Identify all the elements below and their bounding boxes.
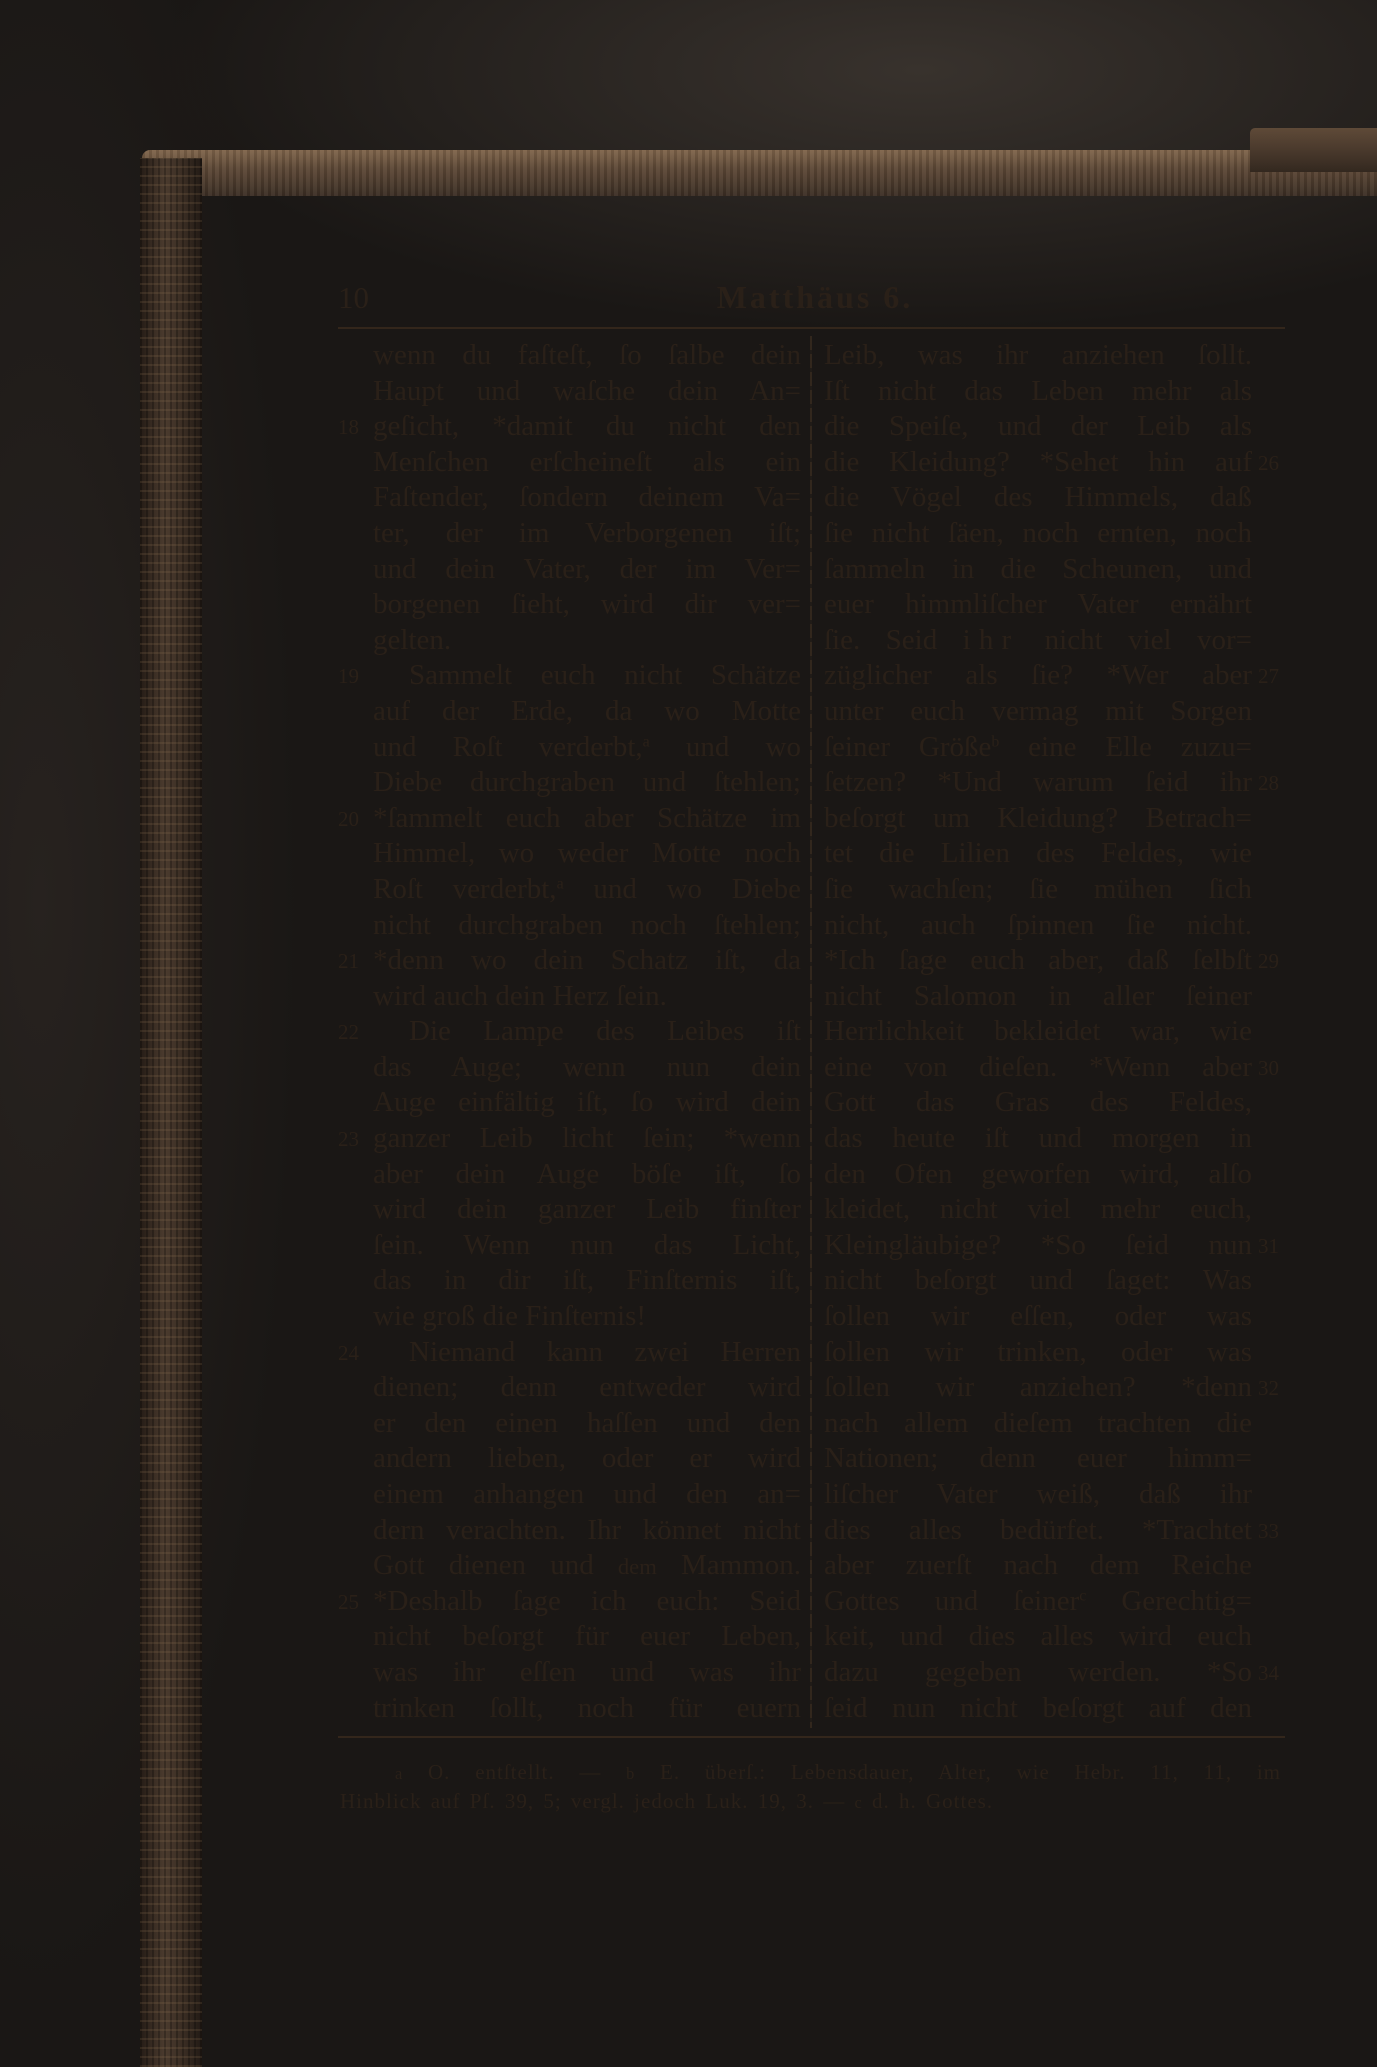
verse-text: auf der Erde, da wo Motte	[373, 694, 801, 727]
verse-text: nicht viel vor=	[1019, 623, 1253, 656]
verse-text: keit, und dies alles wird euch	[824, 1620, 1252, 1653]
text-line	[373, 374, 801, 410]
text-line	[824, 1228, 1279, 1264]
text-line	[373, 979, 801, 1015]
verse-text: nicht, auch ſpinnen ſie nicht.	[824, 908, 1252, 941]
verse-text: ſetzen? *Und warum ſeid ihr	[824, 766, 1252, 799]
verse-number: 20	[338, 806, 359, 831]
text-line	[338, 1584, 801, 1620]
text-line	[824, 516, 1252, 552]
verse-number: 34	[1258, 1660, 1279, 1685]
verse-text: aber dein Auge böſe iſt, ſo	[373, 1157, 801, 1190]
text-line	[373, 836, 801, 872]
verse-text: ganzer Leib licht ſein; *wenn	[373, 1122, 801, 1155]
page-number: 10	[338, 280, 369, 315]
verse-text: das Auge; wenn nun dein	[373, 1050, 801, 1083]
verse-text: Auge einfältig iſt, ſo wird dein	[373, 1086, 801, 1119]
text-line	[824, 1299, 1252, 1335]
text-line	[824, 1477, 1252, 1513]
verse-text: borgenen ſieht, wird dir ver=	[373, 588, 801, 621]
verse-text: Gottes und ſeiner	[824, 1584, 1080, 1617]
verse-text: Roſt verderbt,	[373, 872, 557, 905]
text-line	[824, 1619, 1252, 1655]
verse-text: dern verachten. Ihr könnet nicht	[373, 1513, 801, 1546]
text-line	[373, 1192, 801, 1228]
text-line	[373, 516, 801, 552]
header-rule	[338, 327, 1285, 329]
verse-text: und dein Vater, der im Ver=	[373, 552, 801, 585]
verse-text: Iſt nicht das Leben mehr als	[824, 374, 1252, 407]
text-line	[824, 1335, 1252, 1371]
text-line	[824, 694, 1252, 730]
verse-text: eine von dieſen. *Wenn aber	[824, 1050, 1252, 1083]
text-line	[338, 658, 801, 694]
verse-number: 25	[338, 1589, 359, 1614]
verse-text: Faſtender, ſondern deinem Va=	[373, 481, 801, 514]
verse-number: 26	[1258, 450, 1279, 475]
verse-text: und wo Diebe	[563, 872, 802, 905]
text-line	[373, 1050, 801, 1086]
verse-text: das in dir iſt, Finſternis iſt,	[373, 1264, 801, 1297]
text-line	[824, 1584, 1252, 1620]
verse-text: Menſchen erſcheineſt als ein	[373, 445, 801, 478]
footnote-marker: c	[854, 1793, 863, 1812]
text-line	[824, 1085, 1252, 1121]
text-line	[824, 552, 1252, 588]
text-line	[824, 1157, 1252, 1193]
text-line	[824, 1441, 1252, 1477]
left-column	[338, 338, 802, 1726]
footnote-reference: a	[642, 732, 650, 750]
text-line	[824, 409, 1252, 445]
text-line	[824, 979, 1252, 1015]
verse-text: dienen; denn entweder wird	[373, 1371, 801, 1404]
verse-number: 23	[338, 1127, 359, 1152]
text-line	[338, 409, 801, 445]
verse-text: Mammon.	[656, 1549, 802, 1582]
verse-text: den Ofen geworfen wird, alſo	[824, 1157, 1252, 1190]
verse-text: andern lieben, oder er wird	[373, 1442, 801, 1475]
verse-text: *ſammelt euch aber Schätze im	[373, 801, 801, 834]
verse-text: d. h. Gottes.	[862, 1789, 994, 1813]
verse-text: Gott das Gras des Feldes,	[824, 1086, 1252, 1119]
verse-text: Kleingläubige? *So ſeid nun	[824, 1228, 1252, 1261]
text-line	[338, 1121, 801, 1157]
text-line	[338, 801, 801, 837]
verse-number: 33	[1258, 1518, 1279, 1543]
verse-number: 27	[1258, 664, 1279, 689]
text-line	[373, 1548, 801, 1584]
verse-text: geſicht, *damit du nicht den	[373, 410, 801, 443]
text-line	[373, 908, 801, 944]
text-line	[338, 1335, 801, 1371]
verse-text: *denn wo dein Schatz iſt, da	[373, 944, 801, 977]
verse-text: liſcher Vater weiß, daß ihr	[824, 1478, 1252, 1510]
verse-text: Leib, was ihr anziehen ſollt.	[824, 339, 1252, 371]
verse-text: und wo	[649, 730, 801, 763]
footnote-reference: a	[556, 875, 564, 893]
text-line	[373, 1157, 801, 1193]
verse-number: 29	[1258, 949, 1279, 974]
verse-text: er den einen haſſen und den	[373, 1406, 801, 1439]
text-line	[824, 374, 1252, 410]
footnote-line	[395, 1758, 1281, 1788]
text-line	[824, 801, 1252, 837]
verse-text: Sammelt euch nicht Schätze	[409, 659, 801, 692]
verse-text: ſie. Seid	[824, 623, 963, 656]
text-line	[373, 1228, 801, 1264]
footnote-marker: b	[626, 1764, 636, 1783]
verse-text: beſorgt um Kleidung? Betrach=	[824, 801, 1252, 834]
footnote-reference: b	[991, 732, 1000, 750]
text-line	[824, 1691, 1252, 1727]
running-title: Matthäus 6.	[716, 279, 914, 315]
text-line	[338, 943, 801, 979]
verse-text: die Vögel des Himmels, daß	[824, 481, 1252, 514]
verse-text: ſeid nun nicht beſorgt auf den	[824, 1691, 1252, 1724]
verse-text: ſeiner Größe	[824, 730, 992, 763]
verse-text: nicht durchgraben noch ſtehlen;	[373, 908, 801, 941]
verse-number: 21	[338, 949, 359, 974]
verse-text: ſie wachſen; ſie mühen ſich	[824, 872, 1252, 905]
text-line	[373, 445, 801, 481]
small-text: dem	[617, 1554, 657, 1580]
verse-text: kleidet, nicht viel mehr euch,	[824, 1193, 1252, 1226]
text-line	[824, 765, 1279, 801]
text-line	[373, 338, 801, 374]
text-line	[373, 1370, 801, 1406]
column-divider	[810, 336, 812, 1728]
text-line	[373, 1477, 801, 1513]
text-line	[373, 1513, 801, 1549]
text-line	[824, 1513, 1279, 1549]
text-line	[824, 1548, 1252, 1584]
text-line	[824, 872, 1252, 908]
verse-number: 28	[1258, 771, 1279, 796]
verse-text: gelten.	[373, 623, 452, 656]
text-line	[373, 1406, 801, 1442]
verse-text: Gott dienen und	[373, 1549, 618, 1582]
verse-text: dazu gegeben werden. *So	[824, 1655, 1252, 1688]
text-line	[824, 338, 1252, 374]
verse-text: nicht beſorgt und ſaget: Was	[824, 1264, 1252, 1297]
verse-text: die Kleidung? *Sehet hin auf	[824, 445, 1252, 478]
text-line	[373, 552, 801, 588]
text-line	[373, 694, 801, 730]
text-line	[373, 1619, 801, 1655]
text-line	[373, 1655, 801, 1691]
verse-text: und Roſt verderbt,	[373, 730, 643, 763]
footnote-marker: a	[395, 1764, 404, 1783]
verse-text: Die Lampe des Leibes iſt	[409, 1015, 801, 1048]
verse-text: *Deshalb ſage ich euch: Seid	[373, 1584, 801, 1617]
verse-number: 18	[338, 415, 359, 440]
verse-number: 31	[1258, 1233, 1279, 1258]
verse-text: Himmel, wo weder Motte noch	[373, 837, 801, 870]
verse-text: Herrlichkeit bekleidet war, wie	[824, 1015, 1252, 1048]
verse-text: ſie nicht ſäen, noch ernten, noch	[824, 516, 1252, 549]
text-line	[373, 730, 801, 766]
text-line	[373, 765, 801, 801]
text-line	[338, 1014, 801, 1050]
footnote-line	[340, 1787, 1240, 1817]
verse-text: einem anhangen und den an=	[373, 1478, 801, 1510]
verse-number: 22	[338, 1020, 359, 1045]
verse-text: eine Elle zuzu=	[999, 730, 1252, 763]
text-line	[824, 658, 1279, 694]
footnote-rule	[338, 1736, 1285, 1738]
verse-text: wenn du faſteſt, ſo ſalbe dein	[373, 339, 801, 371]
verse-text: wird dein ganzer Leib finſter	[373, 1193, 801, 1226]
verse-text: nicht beſorgt für euer Leben,	[373, 1620, 801, 1653]
verse-text: was ihr eſſen und was ihr	[373, 1655, 801, 1688]
verse-text: Gerechtig=	[1086, 1584, 1252, 1617]
verse-text: tet die Lilien des Feldes, wie	[824, 837, 1252, 870]
verse-text: ſollen wir trinken, oder was	[824, 1335, 1252, 1368]
text-line	[373, 1263, 801, 1299]
verse-number: 30	[1258, 1055, 1279, 1080]
text-line	[824, 1406, 1252, 1442]
verse-text: wie groß die Finſternis!	[373, 1300, 647, 1333]
verse-text: ſollen wir anziehen? *denn	[824, 1371, 1252, 1404]
text-line	[373, 1299, 801, 1335]
verse-text: Hinblick auf Pſ. 39, 5; vergl. jedoch Luk. 19, 3. —	[340, 1789, 855, 1813]
verse-text: *Ich ſage euch aber, daß ſelbſt	[824, 944, 1252, 977]
text-line	[824, 480, 1252, 516]
text-line	[824, 908, 1252, 944]
verse-text: ſollen wir eſſen, oder was	[824, 1300, 1252, 1333]
text-line	[373, 872, 801, 908]
text-line	[824, 1121, 1252, 1157]
text-line	[373, 1085, 801, 1121]
text-line	[373, 1691, 801, 1727]
text-line	[824, 1263, 1252, 1299]
text-line	[824, 445, 1279, 481]
verse-text: Nationen; denn euer himm=	[824, 1442, 1252, 1475]
verse-text: Niemand kann zwei Herren	[409, 1335, 801, 1368]
text-line	[824, 623, 1252, 659]
verse-text: nicht Salomon in aller ſeiner	[824, 979, 1252, 1012]
verse-text: dies alles bedürfet. *Trachtet	[824, 1513, 1252, 1546]
text-line	[824, 1655, 1279, 1691]
text-line	[824, 587, 1252, 623]
verse-text: O. entſtellt. —	[403, 1760, 627, 1784]
text-line	[373, 1441, 801, 1477]
text-line	[824, 1050, 1279, 1086]
verse-text: ſammeln in die Scheunen, und	[824, 552, 1252, 585]
text-line	[824, 1014, 1252, 1050]
footnote-reference: c	[1079, 1587, 1087, 1605]
emphasized-text: ihr	[962, 623, 1020, 656]
verse-text: züglicher als ſie? *Wer aber	[824, 659, 1252, 692]
right-column	[824, 338, 1279, 1726]
text-line	[373, 480, 801, 516]
text-line	[824, 730, 1252, 766]
verse-text: Diebe durchgraben und ſtehlen;	[373, 766, 801, 799]
text-line	[824, 1192, 1252, 1228]
verse-text: trinken ſollt, noch für euern	[373, 1691, 801, 1724]
verse-text: ſein. Wenn nun das Licht,	[373, 1228, 801, 1261]
text-line	[373, 587, 801, 623]
verse-number: 19	[338, 664, 359, 689]
verse-text: Haupt und waſche dein An=	[373, 374, 801, 407]
text-line	[824, 1370, 1279, 1406]
verse-text: die Speiſe, und der Leib als	[824, 410, 1252, 443]
verse-number: 32	[1258, 1376, 1279, 1401]
verse-number: 24	[338, 1340, 359, 1365]
text-line	[373, 623, 801, 659]
verse-text: aber zuerſt nach dem Reiche	[824, 1549, 1252, 1582]
text-line	[824, 943, 1279, 979]
verse-text: nach allem dieſem trachten die	[824, 1406, 1252, 1439]
verse-text: das heute iſt und morgen in	[824, 1122, 1252, 1155]
text-line	[824, 836, 1252, 872]
verse-text: ter, der im Verborgenen iſt;	[373, 516, 801, 549]
verse-text: E. überſ.: Lebensdauer, Alter, wie Hebr. 11, 11, im	[635, 1760, 1281, 1784]
verse-text: euer himmliſcher Vater ernährt	[824, 588, 1252, 621]
verse-text: unter euch vermag mit Sorgen	[824, 694, 1252, 727]
verse-text: wird auch dein Herz ſein.	[373, 979, 667, 1012]
